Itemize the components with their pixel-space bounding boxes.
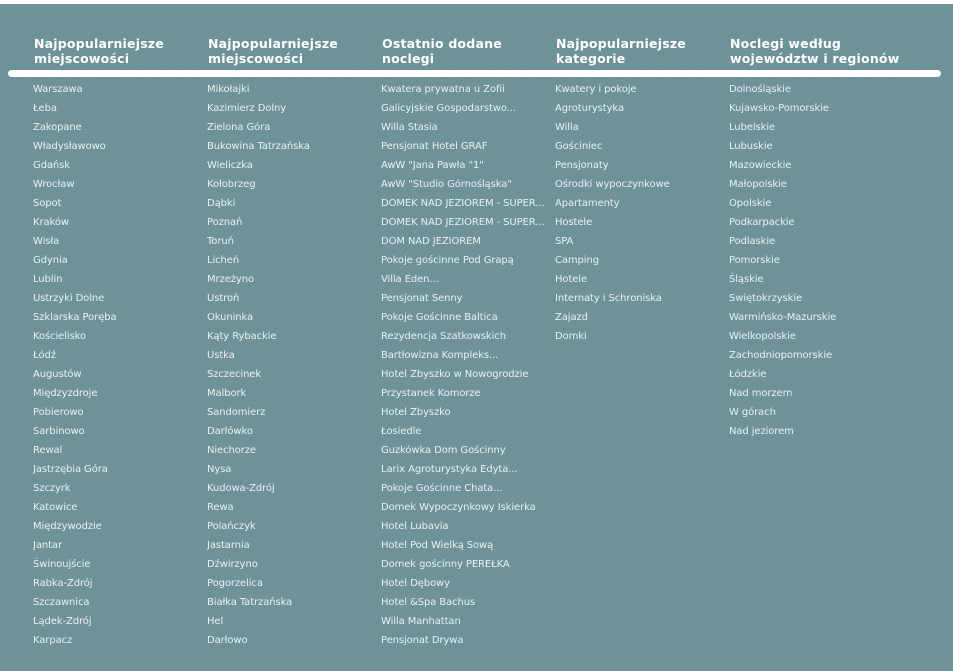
list-item-link[interactable]: Augustów xyxy=(33,369,82,380)
list-item-link[interactable]: Agroturystyka xyxy=(555,103,624,114)
list-item-link[interactable]: AwW "Studio Górnośląska" xyxy=(381,179,512,190)
list-item-link[interactable]: Apartamenty xyxy=(555,198,620,209)
list-item-link[interactable]: Toruń xyxy=(207,236,234,247)
list-item-link[interactable]: Darłowo xyxy=(207,635,248,646)
list-item-link[interactable]: Szczawnica xyxy=(33,597,90,608)
list-item-link[interactable]: Pokoje Gościnne Baltica xyxy=(381,312,498,323)
list-item-link[interactable]: Wieliczka xyxy=(207,160,253,171)
list-item-link[interactable]: Opolskie xyxy=(729,198,772,209)
list-item-link[interactable]: Hostele xyxy=(555,217,593,228)
list-item-link[interactable]: Guzkówka Dom Gościnny xyxy=(381,445,506,456)
list-item-link[interactable]: Pokoje gościnne Pod Grapą xyxy=(381,255,514,266)
list-item-link[interactable]: Sarbinowo xyxy=(33,426,85,437)
list-item-link[interactable]: Rewa xyxy=(207,502,234,513)
list-item-link[interactable]: Świnoujście xyxy=(33,559,91,570)
list-item-link[interactable]: AwW "Jana Pawła "1" xyxy=(381,160,484,171)
list-item-link[interactable]: Katowice xyxy=(33,502,78,513)
list-item-link[interactable]: Kołobrzeg xyxy=(207,179,256,190)
list-item-link[interactable]: Hotel Pod Wielką Sową xyxy=(381,540,494,551)
list-item-link[interactable]: DOMEK NAD JEZIOREM - SUPER... xyxy=(381,217,545,228)
list-item-link[interactable]: Pensjonat Senny xyxy=(381,293,463,304)
list-item-link[interactable]: Pensjonat Hotel GRAF xyxy=(381,141,488,152)
list-item-link[interactable]: Śląskie xyxy=(729,274,764,285)
list-item-link[interactable]: Sandomierz xyxy=(207,407,266,418)
list-item-link[interactable]: Nysa xyxy=(207,464,232,475)
column-heading-popular-towns-2 xyxy=(208,36,378,66)
heading-line: Ostatnio dodane xyxy=(382,36,502,51)
list-item-link[interactable]: Bukowina Tatrzańska xyxy=(207,141,310,152)
heading-line: województw i regionów xyxy=(730,51,900,66)
list-item-link[interactable]: Polańczyk xyxy=(207,521,256,532)
list-item-link[interactable]: Rezydencja Szatkowskich xyxy=(381,331,506,342)
list-item-link[interactable]: DOMEK NAD JEZIOREM - SUPER... xyxy=(381,198,545,209)
list-item-link[interactable]: Dąbki xyxy=(207,198,236,209)
list-item-link[interactable]: Łosiedle xyxy=(381,426,422,437)
list-item-link[interactable]: Willa xyxy=(555,122,579,133)
list-item-link[interactable]: Niechorze xyxy=(207,445,256,456)
list-item-link[interactable]: Kazimierz Dolny xyxy=(207,103,287,114)
list-item-link[interactable]: Łeba xyxy=(33,103,57,114)
list-item-link[interactable]: Mazowieckie xyxy=(729,160,792,171)
list-item-link[interactable]: Szczecinek xyxy=(207,369,262,380)
list-item-link[interactable]: Pobierowo xyxy=(33,407,84,418)
list-item-link[interactable]: Kościelisko xyxy=(33,331,87,342)
list-item-link[interactable]: Kwatery i pokoje xyxy=(555,84,637,95)
list-item-link[interactable]: Willa Manhattan xyxy=(381,616,461,627)
heading-line: kategorie xyxy=(556,51,626,66)
list-item-link[interactable]: Rabka-Zdrój xyxy=(33,578,93,589)
list-item-link[interactable]: Mrzeżyno xyxy=(207,274,254,285)
list-item-link[interactable]: Lublin xyxy=(33,274,63,285)
list-item-link[interactable]: Larix Agroturystyka Edyta... xyxy=(381,464,518,475)
list-item-link[interactable]: Malbork xyxy=(207,388,247,399)
list-item-link[interactable]: Podlaskie xyxy=(729,236,776,247)
heading-line: noclegi xyxy=(382,51,435,66)
list-item-link[interactable]: Zielona Góra xyxy=(207,122,271,133)
list-item-link[interactable]: Szczyrk xyxy=(33,483,71,494)
list-item-link[interactable]: Jantar xyxy=(33,540,62,551)
list-item-link[interactable]: Wielkopolskie xyxy=(729,331,796,342)
list-item-link[interactable]: Lubelskie xyxy=(729,122,776,133)
popular-towns-list-2 xyxy=(207,80,379,650)
list-item-link[interactable]: Gościniec xyxy=(555,141,603,152)
list-item-link[interactable]: Domki xyxy=(555,331,587,342)
list-item-link[interactable]: Białka Tatrzańska xyxy=(207,597,293,608)
list-item-link[interactable]: Przystanek Komorze xyxy=(381,388,481,399)
column-heading-regions xyxy=(730,36,900,66)
list-item-link[interactable]: Ustka xyxy=(207,350,235,361)
list-item-link[interactable]: Hotel Lubavia xyxy=(381,521,449,532)
list-item-link[interactable]: Kudowa-Zdrój xyxy=(207,483,275,494)
list-item-link[interactable]: Rewal xyxy=(33,445,63,456)
list-item-link[interactable]: Hotel Zbyszko w Nowogrodzie xyxy=(381,369,529,380)
list-item-link[interactable]: Zakopane xyxy=(33,122,82,133)
list-item-link[interactable]: Hotel &Spa Bachus xyxy=(381,597,476,608)
list-item-link[interactable]: Camping xyxy=(555,255,599,266)
list-item-link[interactable]: W górach xyxy=(729,407,776,418)
list-item-link[interactable]: Kraków xyxy=(33,217,69,228)
list-item-link[interactable]: DOM NAD JEZIOREM xyxy=(381,236,481,247)
popular-towns-list-1 xyxy=(33,80,205,650)
list-item-link[interactable]: Zajazd xyxy=(555,312,588,323)
list-item-link[interactable]: Podkarpackie xyxy=(729,217,795,228)
list-item-link[interactable]: Darłówko xyxy=(207,426,253,437)
list-item-link[interactable]: Gdańsk xyxy=(33,160,70,171)
list-item-link[interactable]: Wisła xyxy=(33,236,60,247)
list-item-link[interactable]: Bartłowizna Kompleks... xyxy=(381,350,499,361)
list-item-link[interactable]: Łódź xyxy=(33,350,56,361)
list-item-link[interactable]: Łódzkie xyxy=(729,369,767,380)
list-item-link[interactable]: Pomorskie xyxy=(729,255,780,266)
list-item-link[interactable]: Hotel Dębowy xyxy=(381,578,450,589)
categories-list xyxy=(555,80,727,346)
list-item-link[interactable]: Gdynia xyxy=(33,255,68,266)
list-item-link[interactable]: Wrocław xyxy=(33,179,75,190)
header-divider xyxy=(8,70,941,77)
heading-line: miejscowości xyxy=(208,51,304,66)
column-heading-popular-towns-1 xyxy=(34,36,204,66)
list-item-link[interactable]: Jastrzębia Góra xyxy=(33,464,108,475)
list-item-link[interactable]: Lądek-Zdrój xyxy=(33,616,92,627)
list-item-link[interactable]: Zachodniopomorskie xyxy=(729,350,833,361)
list-item-link[interactable]: Małopolskie xyxy=(729,179,787,190)
list-item-link[interactable]: Nad jeziorem xyxy=(729,426,794,437)
list-item-link[interactable]: Szklarska Poręba xyxy=(33,312,117,323)
list-item-link[interactable]: Licheń xyxy=(207,255,240,266)
list-item-link[interactable]: Galicyjskie Gospodarstwo... xyxy=(381,103,516,114)
list-item-link[interactable]: Hotel Zbyszko xyxy=(381,407,451,418)
list-item-link[interactable]: Pogorzelica xyxy=(207,578,263,589)
list-item-link[interactable]: Hotele xyxy=(555,274,588,285)
list-item-link[interactable]: Swiętokrzyskie xyxy=(729,293,803,304)
list-item-link[interactable]: Ośrodki wypoczynkowe xyxy=(555,179,670,190)
list-item-link[interactable]: Okuninka xyxy=(207,312,254,323)
list-item-link[interactable]: Międzywodzie xyxy=(33,521,102,532)
list-item-link[interactable]: Domek Wypoczynkowy Iskierka xyxy=(381,502,536,513)
list-item-link[interactable]: Dolnośląskie xyxy=(729,84,791,95)
list-item-link[interactable]: Willa Stasia xyxy=(381,122,438,133)
heading-line: Najpopularniejsze xyxy=(556,36,686,51)
heading-line: Najpopularniejsze xyxy=(34,36,164,51)
list-item-link[interactable]: Sopot xyxy=(33,198,62,209)
list-item-link[interactable]: Kwatera prywatna u Zofii xyxy=(381,84,505,95)
list-item-link[interactable]: Pokoje Gościnne Chata... xyxy=(381,483,503,494)
list-item-link[interactable]: Lubuskie xyxy=(729,141,773,152)
list-item-link[interactable]: Warszawa xyxy=(33,84,83,95)
heading-line: miejscowości xyxy=(34,51,130,66)
regions-list xyxy=(729,80,901,441)
heading-line: Najpopularniejsze xyxy=(208,36,338,51)
list-item-link[interactable]: Pensjonaty xyxy=(555,160,609,171)
list-item-link[interactable]: Pensjonat Drywa xyxy=(381,635,464,646)
list-item-link[interactable]: Międzyzdroje xyxy=(33,388,98,399)
list-item-link[interactable]: Domek gościnny PEREŁKA xyxy=(381,559,510,570)
list-item-link[interactable]: Dźwirzyno xyxy=(207,559,258,570)
list-item-link[interactable]: Karpacz xyxy=(33,635,73,646)
list-item-link[interactable]: Mikołajki xyxy=(207,84,250,95)
list-item-link[interactable]: Ustroń xyxy=(207,293,240,304)
list-item-link[interactable]: Villa Eden... xyxy=(381,274,439,285)
list-item-link[interactable]: Władysławowo xyxy=(33,141,106,152)
column-heading-popular-categories xyxy=(556,36,726,66)
list-item-link[interactable]: Hel xyxy=(207,616,224,627)
links-panel xyxy=(0,4,953,671)
recent-listings-list xyxy=(381,80,553,650)
list-item-link[interactable]: Kąty Rybackie xyxy=(207,331,277,342)
heading-line: Noclegi według xyxy=(730,36,842,51)
column-heading-recent-listings xyxy=(382,36,552,66)
list-item-link[interactable]: Ustrzyki Dolne xyxy=(33,293,105,304)
list-item-link[interactable]: SPA xyxy=(555,236,574,247)
list-item-link[interactable]: Nad morzem xyxy=(729,388,793,399)
list-item-link[interactable]: Internaty i Schroniska xyxy=(555,293,662,304)
list-item-link[interactable]: Jastarnia xyxy=(207,540,250,551)
list-item-link[interactable]: Kujawsko-Pomorskie xyxy=(729,103,829,114)
list-item-link[interactable]: Poznań xyxy=(207,217,243,228)
list-item-link[interactable]: Warmińsko-Mazurskie xyxy=(729,312,837,323)
